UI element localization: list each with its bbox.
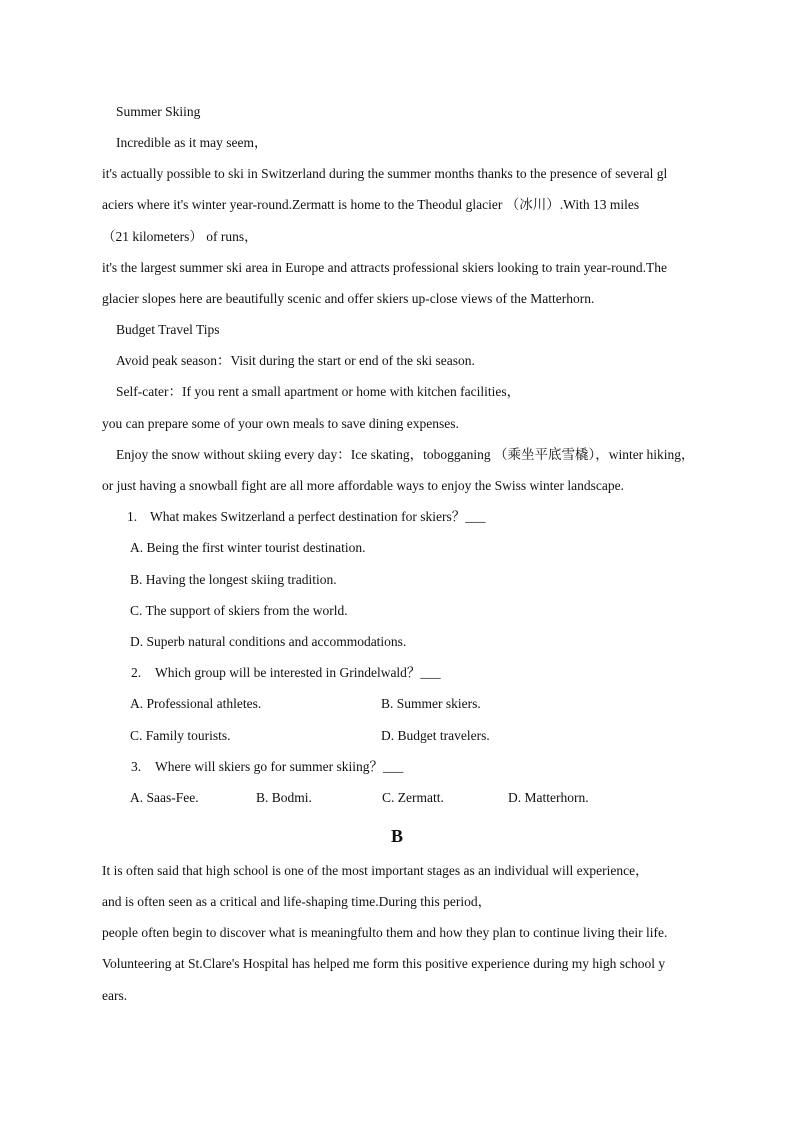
- answer-option: D. Budget travelers.: [381, 728, 490, 743]
- question-number: 1.: [127, 509, 138, 524]
- passage-line: glacier slopes here are beautifully scenic and offer skiers up-close views of the Matterhorn.: [102, 291, 595, 306]
- answer-option: C. Zermatt.: [382, 790, 444, 805]
- answer-option: C. Family tourists.: [130, 728, 231, 743]
- answer-option: B. Having the longest skiing tradition.: [130, 572, 337, 587]
- passage-line: Incredible as it may seem，: [116, 135, 268, 150]
- answer-option: A. Saas-Fee.: [130, 790, 199, 805]
- tip-line: you can prepare some of your own meals to save dining expenses.: [102, 416, 459, 431]
- answer-option: D. Matterhorn.: [508, 790, 589, 805]
- passage-line: it's the largest summer ski area in Europe and attracts professional skiers looking to train year-round.The: [102, 260, 668, 275]
- passage-title: Summer Skiing: [116, 104, 201, 119]
- tip-line: or just having a snowball fight are all more affordable ways to enjoy the Swiss winter landscape.: [102, 478, 624, 493]
- answer-option: B. Bodmi.: [256, 790, 312, 805]
- tips-title: Budget Travel Tips: [116, 322, 220, 337]
- answer-option: D. Superb natural conditions and accommodations.: [130, 634, 407, 649]
- question-text: Which group will be interested in Grindelwald？___: [155, 665, 441, 680]
- question-text: What makes Switzerland a perfect destination for skiers？___: [150, 509, 486, 524]
- passage-line: （21 kilometers） of runs，: [102, 229, 258, 244]
- passage-line: people often begin to discover what is meaningfulto them and how they plan to continue living their life.: [102, 925, 668, 940]
- passage-line: It is often said that high school is one of the most important stages as an individual will experience，: [102, 863, 649, 878]
- question-number: 2.: [131, 665, 142, 680]
- passage-line: ears.: [102, 988, 128, 1003]
- answer-option: B. Summer skiers.: [381, 696, 481, 711]
- passage-line: aciers where it's winter year-round.Zermatt is home to the Theodul glacier （冰川）.With 13 miles: [102, 197, 640, 212]
- question-number: 3.: [131, 759, 142, 774]
- answer-option: A. Professional athletes.: [130, 696, 262, 711]
- question-text: Where will skiers go for summer skiing？___: [155, 759, 404, 774]
- answer-option: C. The support of skiers from the world.: [130, 603, 348, 618]
- tip-line: Avoid peak season：Visit during the start or end of the ski season.: [116, 353, 475, 368]
- section-heading: B: [390, 826, 403, 846]
- tip-line: Self-cater：If you rent a small apartment or home with kitchen facilities，: [116, 384, 521, 399]
- passage-line: it's actually possible to ski in Switzerland during the summer months thanks to the presence of several gl: [102, 166, 668, 181]
- passage-line: and is often seen as a critical and life-shaping time.During this period，: [102, 894, 492, 909]
- answer-option: A. Being the first winter tourist destination.: [130, 540, 366, 555]
- tip-line: Enjoy the snow without skiing every day：Ice skating，tobogganing （乘坐平底雪橇），winter hiking，: [116, 447, 695, 462]
- passage-line: Volunteering at St.Clare's Hospital has helped me form this positive experience during my high school y: [102, 956, 666, 971]
